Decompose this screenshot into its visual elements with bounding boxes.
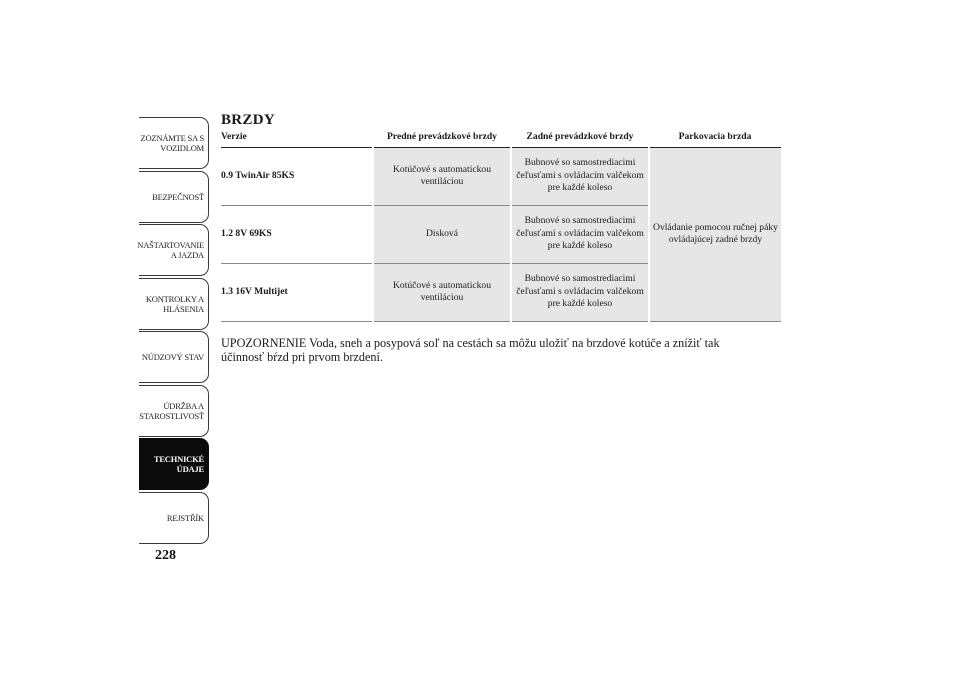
tab-udrzba-a-starostlivost[interactable] bbox=[139, 385, 209, 437]
front-brake-cell: Kotúčové s automatickou ventiláciou bbox=[373, 263, 511, 321]
warning-note: UPOZORNENIE Voda, sneh a posypová soľ na cestách sa môžu uložiť na brzdové kotúče a znížiť tak účinnosť bŕzd pri prvom brzdení. bbox=[221, 336, 720, 364]
tab-label: KONTROLKY A HLÁSENIA bbox=[145, 293, 204, 314]
table-header-row bbox=[221, 129, 781, 147]
version-cell: 0.9 TwinAir 85KS bbox=[221, 147, 373, 205]
tab-label: ÚDRŽBA A STAROSTLIVOSŤ bbox=[139, 400, 204, 421]
column-header-rear-brakes: Zadné prevádzkové brzdy bbox=[511, 129, 649, 147]
table-row bbox=[221, 147, 781, 205]
column-header-front-brakes: Predné prevádzkové brzdy bbox=[373, 129, 511, 147]
tab-rejstrik[interactable] bbox=[139, 492, 209, 544]
brakes-table bbox=[221, 129, 781, 322]
tab-nastartovanie-a-jazda[interactable] bbox=[139, 224, 209, 276]
tab-kontrolky-a-hlasenia[interactable] bbox=[139, 278, 209, 330]
rear-brake-cell: Bubnové so samostrediacimi čeľusťami s ovládacím valčekom pre každé koleso bbox=[511, 263, 649, 321]
parking-brake-cell: Ovládanie pomocou ručnej páky ovládajúcej zadné brzdy bbox=[649, 147, 781, 321]
tab-technicke-udaje[interactable] bbox=[139, 438, 209, 490]
chapter-sidebar bbox=[139, 117, 211, 545]
column-header-parking-brake: Parkovacia brzda bbox=[649, 129, 781, 147]
tab-nudzovy-stav[interactable] bbox=[139, 331, 209, 383]
page-number: 228 bbox=[155, 548, 176, 563]
rear-brake-cell: Bubnové so samostrediacimi čeľusťami s ovládacím valčekom pre každé koleso bbox=[511, 205, 649, 263]
tab-label: BEZPEČNOSŤ bbox=[152, 191, 204, 202]
tab-label: NÚDZOVÝ STAV bbox=[141, 352, 204, 362]
tab-label: REJSTŘÍK bbox=[166, 512, 204, 523]
front-brake-cell: Disková bbox=[373, 205, 511, 263]
tab-bezpecnost[interactable] bbox=[139, 171, 209, 223]
tab-label: TECHNICKÉ ÚDAJE bbox=[153, 454, 204, 474]
version-cell: 1.3 16V Multijet bbox=[221, 263, 373, 321]
column-header-version: Verzie bbox=[221, 129, 373, 147]
tab-zoznamte-sa-s-vozidlom[interactable] bbox=[139, 117, 209, 169]
version-cell: 1.2 8V 69KS bbox=[221, 205, 373, 263]
section-title: BRZDY bbox=[221, 112, 276, 128]
front-brake-cell: Kotúčové s automatickou ventiláciou bbox=[373, 147, 511, 205]
tab-label: NAŠTARTOVANIE A JAZDA bbox=[137, 240, 204, 260]
tab-label: ZOZNÁMTE SA S VOZIDLOM bbox=[140, 133, 204, 153]
rear-brake-cell: Bubnové so samostrediacimi čeľusťami s ovládacím valčekom pre každé koleso bbox=[511, 147, 649, 205]
